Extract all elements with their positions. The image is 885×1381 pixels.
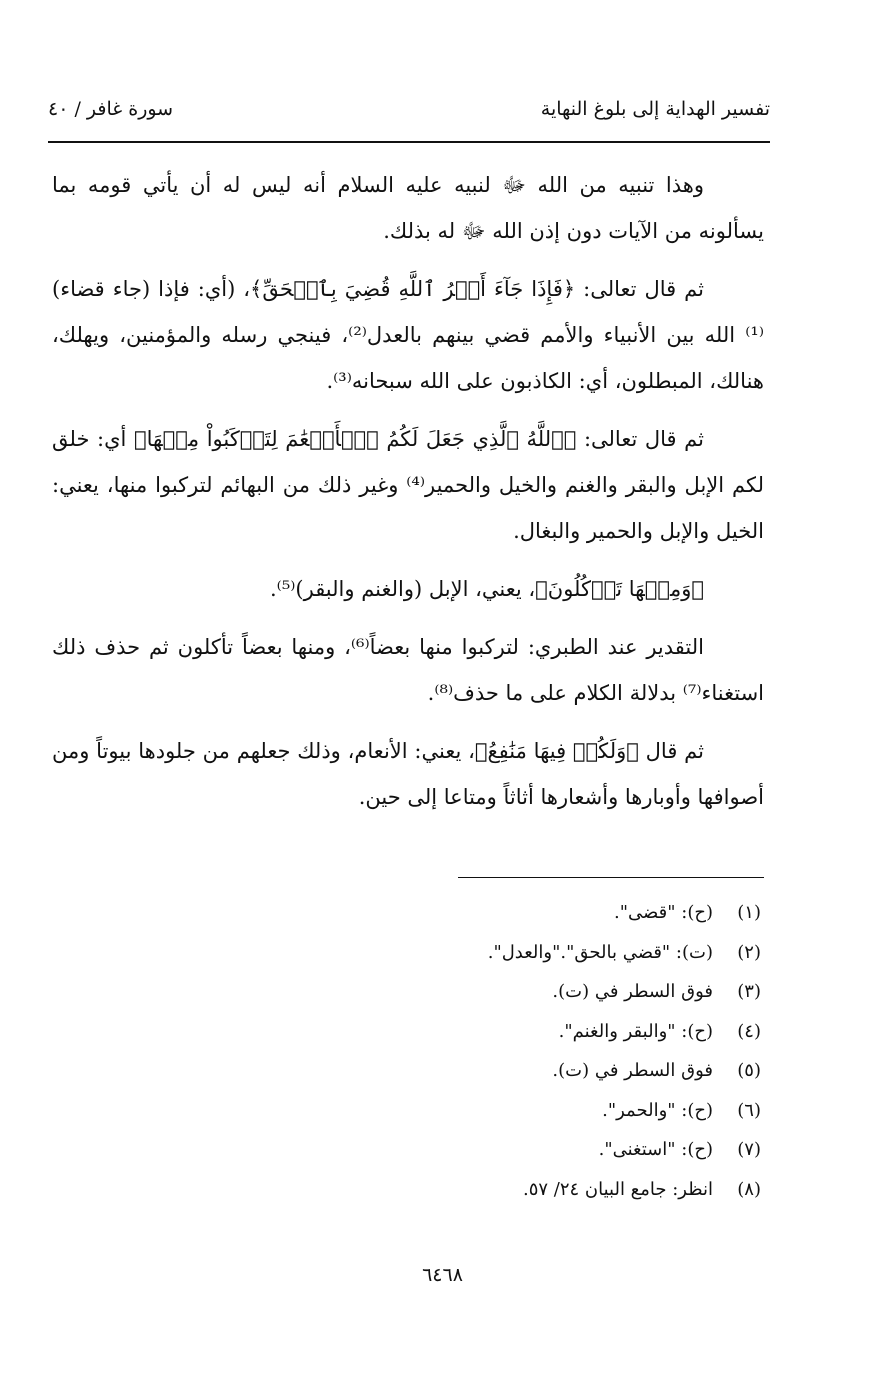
header-rule <box>48 141 770 143</box>
footnote-text: (ح): "استغنى". <box>598 1139 713 1161</box>
footnote-text: فوق السطر في (ت). <box>552 1060 713 1082</box>
footnote-text: (ح): "والحمر". <box>602 1099 713 1121</box>
footnote-rule <box>458 877 764 878</box>
footnote-text: (ح): "قضى". <box>614 902 713 924</box>
footnote <box>341 1012 761 1052</box>
footnote-number: (٣) <box>737 981 761 1003</box>
footnote-number: (٦) <box>737 1099 761 1121</box>
paragraph: ثم قال تعالى: ﴿ٱللَّهُ ٱلَّذِي جَعَلَ لَكُمُ ٱلۡأَنۡعَٰمَ لِتَرۡكَبُواْ مِنۡهَا﴾ أي: خلق لكم الإبل والبقر والغنم والخيل والحمير⁽⁴⁾ وغير ذلك من البهائم لتركبوا منها، يعني: الخيل والإبل والحمير والبغال. <box>52 427 764 543</box>
paragraph: التقدير عند الطبري: لتركبوا منها بعضاً⁽⁶⁾، ومنها بعضاً تأكلون ثم حذف ذلك استغناء⁽⁷⁾ بدلالة الكلام على ما حذف⁽⁸⁾. <box>52 635 764 705</box>
footnote <box>341 1051 761 1091</box>
footnotes <box>341 893 761 1209</box>
footnote-number: (١) <box>737 902 761 924</box>
book-title: تفسير الهداية إلى بلوغ النهاية <box>540 98 770 120</box>
footnote-text: (ح): "والبقر والغنم". <box>558 1020 713 1042</box>
footnote-number: (٤) <box>737 1020 761 1042</box>
paragraph: ثم قال ﴿وَلَكُمۡ فِيهَا مَنَٰفِعُ﴾، يعني: الأنعام، وذلك جعلهم من جلودها بيوتاً ومن أصوافها وأوبارها وأشعارها أثاثاً ومتاعا إلى حين. <box>52 739 764 809</box>
footnote-text: (ت): "قضي بالحق"."والعدل". <box>487 941 713 963</box>
paragraph: ﴿وَمِنۡهَا تَأۡكُلُونَ﴾، يعني، الإبل (والغنم والبقر)⁽⁵⁾. <box>269 577 704 601</box>
paragraph: وهذا تنبيه من الله ﷻ لنبيه عليه السلام أنه ليس له أن يأتي قومه بما يسألونه من الآيات دون إذن الله ﷻ له بذلك. <box>52 173 764 243</box>
footnote-number: (٥) <box>737 1060 761 1082</box>
footnote-number: (٧) <box>737 1139 761 1161</box>
footnote <box>341 893 761 933</box>
footnote-text: انظر: جامع البيان ٢٤/ ٥٧. <box>522 1178 713 1200</box>
footnote-text: فوق السطر في (ت). <box>552 981 713 1003</box>
page-number: ٦٤٦٨ <box>422 1264 463 1286</box>
footnote <box>341 1170 761 1210</box>
footnote-number: (٨) <box>737 1178 761 1200</box>
surah-label: سورة غافر / ٤٠ <box>48 98 174 120</box>
footnote <box>341 1130 761 1170</box>
footnote <box>341 1091 761 1131</box>
paragraph: ثم قال تعالى: ﴿فَإِذَا جَآءَ أَمۡرُ ٱللَّهِ قُضِيَ بِٱلۡحَقِّ﴾، (أي: فإذا (جاء قضاء)⁽¹⁾ الله بين الأنبياء والأمم قضي بينهم بالعدل⁽²⁾، فينجي رسله والمؤمنين، ويهلك، هنالك، المبطلون، أي: الكاذبون على الله سبحانه⁽³⁾. <box>52 277 764 393</box>
running-header <box>48 100 770 119</box>
main-text <box>52 162 764 832</box>
footnote <box>341 933 761 973</box>
footnote <box>341 972 761 1012</box>
footnote-number: (٢) <box>737 941 761 963</box>
